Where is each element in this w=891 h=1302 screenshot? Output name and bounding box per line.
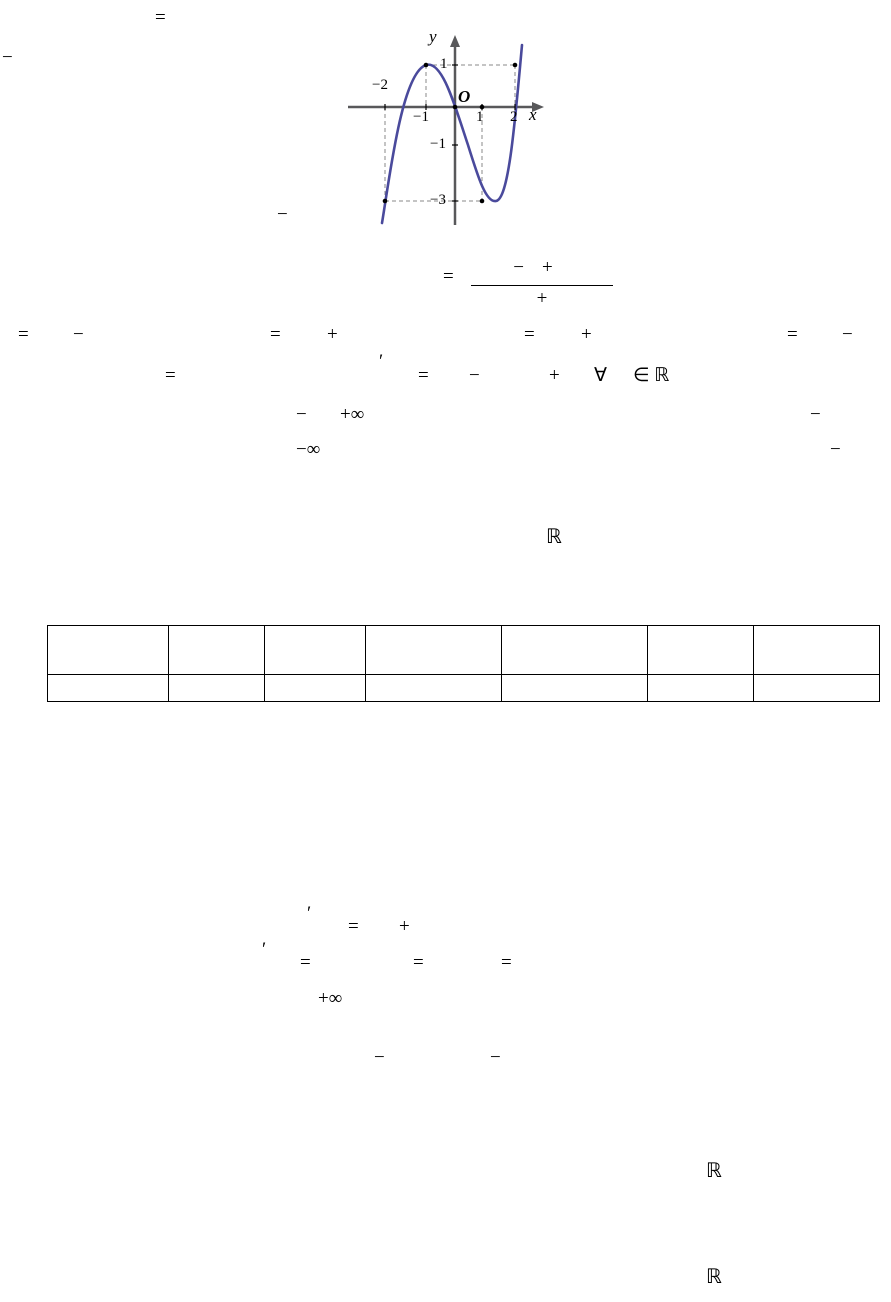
table-cell <box>366 626 502 675</box>
frag-minus-g: − <box>296 404 307 425</box>
y-tick-1: 1 <box>440 56 448 72</box>
y-tick-minus1: −1 <box>430 136 446 152</box>
frag-minus-f: − <box>469 365 480 386</box>
frag-R-2: ℝ <box>706 1160 722 1182</box>
frag-plusinf-b: +∞ <box>318 988 343 1009</box>
frag-plus-f: + <box>549 365 560 386</box>
table-body <box>48 626 880 702</box>
frag-prime: ′ <box>379 351 384 372</box>
table-cell <box>265 626 366 675</box>
frag-plusinf-a: +∞ <box>340 404 365 425</box>
fraction-numerator <box>471 258 613 277</box>
frag-minus-h: − <box>810 404 821 425</box>
x-tick-2: 2 <box>510 109 518 125</box>
frag-minus-a: − <box>73 324 84 345</box>
frag-eq-c: = <box>524 324 535 345</box>
y-axis <box>450 35 460 225</box>
table-cell <box>169 626 265 675</box>
table-cell <box>48 626 169 675</box>
frag-prime-3: ′ <box>262 939 267 960</box>
y-axis-label: y <box>429 27 437 46</box>
frag-eq-g: = <box>348 916 359 937</box>
frag-plus-b: + <box>327 324 338 345</box>
table-cell <box>648 626 754 675</box>
frag-R-3: ℝ <box>706 1266 722 1288</box>
table-row <box>48 626 880 675</box>
table-cell <box>502 626 648 675</box>
frag-neginf: −∞ <box>296 439 321 460</box>
x-tick-minus1: −1 <box>413 109 429 125</box>
table-row <box>48 675 880 702</box>
table-cell <box>169 675 265 702</box>
table-cell <box>754 626 880 675</box>
frag-minus-mid: − <box>277 204 288 225</box>
frag-eq-a: = <box>18 324 29 345</box>
origin-label: O <box>458 87 471 106</box>
x-tick-minus2: −2 <box>372 77 388 93</box>
table-cell <box>648 675 754 702</box>
frag-eq-e: = <box>165 365 176 386</box>
table-cell <box>366 675 502 702</box>
frag-eq-h: = <box>300 952 311 973</box>
y-tick-minus3: −3 <box>430 192 446 208</box>
table-cell <box>265 675 366 702</box>
table-cell <box>502 675 648 702</box>
frag-plus-h: + <box>399 916 410 937</box>
fraction-denominator: + <box>536 288 548 309</box>
dashed-guides <box>385 65 515 201</box>
table-cell <box>48 675 169 702</box>
frag-inR: ∈ ℝ <box>633 365 670 386</box>
graph-figure <box>330 25 570 235</box>
frag-forall: ∀ <box>594 365 607 386</box>
numerator-minus: − <box>513 257 542 278</box>
frag-minus-left: − <box>2 47 13 68</box>
x-tick-1: 1 <box>476 109 484 125</box>
frag-minus-k: − <box>490 1047 501 1068</box>
frag-plus-c: + <box>581 324 592 345</box>
frag-minus-d: − <box>842 324 853 345</box>
tick-marks <box>385 65 515 201</box>
frag-eq-b: = <box>270 324 281 345</box>
frag-minus-i: − <box>830 439 841 460</box>
fraction-equals: = <box>443 266 454 287</box>
frag-eq-top: = <box>155 7 166 28</box>
data-table <box>47 625 880 702</box>
frag-eq-i: = <box>413 952 424 973</box>
frag-prime-2: ′ <box>307 903 312 924</box>
frag-eq-f: = <box>418 365 429 386</box>
frag-eq-d: = <box>787 324 798 345</box>
frag-eq-j: = <box>501 952 512 973</box>
x-axis-label: x <box>529 105 537 124</box>
curve-points <box>383 63 518 204</box>
curve-path <box>382 45 522 223</box>
table-cell <box>754 675 880 702</box>
fraction-bar <box>471 285 613 286</box>
numerator-plus: + <box>542 257 571 278</box>
frag-R-1: ℝ <box>546 526 562 548</box>
frag-minus-j: − <box>374 1047 385 1068</box>
